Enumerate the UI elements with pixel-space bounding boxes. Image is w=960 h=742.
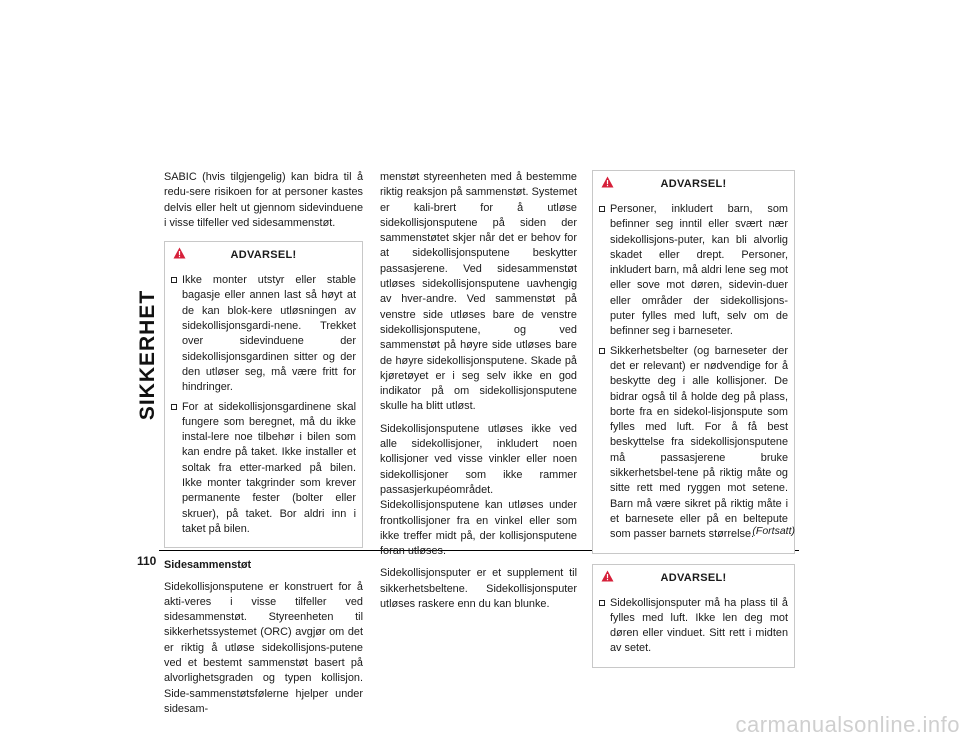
column-2	[380, 170, 577, 619]
page-number: 110	[137, 554, 157, 568]
body-paragraph: Sidekollisjonsputene er konstruert for å akti-veres i visse tilfeller ved sidesammenstøt. Styreenheten til sikkerhetssystemet (ORC) avgjør om det er riktig å utløse sidekollisjons-putene ved et bestemt sammenstøt basert på alvorlighetsgraden og typen kollisjon. Side-sammenstøtsfølerne hjelper under sidesam-	[164, 580, 363, 715]
checkbox-bullet-icon	[599, 600, 605, 606]
warning-box	[164, 241, 363, 548]
body-paragraph: Sidekollisjonsputene utløses ikke ved alle sidekollisjoner, inkludert noen kollisjoner ved visse vinkler eller noen sidekollisjoner som ikke rammer passasjerkupéområdet. Sidekollisjonsputene kan utløses under frontkollisjoner fra en vinkel eller som ikke treffer midt på, der kollisjonsputene foran utløses.	[380, 422, 577, 558]
section-tab	[137, 160, 159, 550]
warning-box	[592, 564, 795, 668]
warning-box	[592, 170, 795, 554]
checkbox-bullet-icon	[171, 277, 177, 283]
warning-item: Personer, inkludert barn, som befinner seg inntil eller svært nær sidekollisjons-puter, kan bli alvorlig skadet eller drept. Personer, inkludert barn, må aldri lene seg mot eller sove mot døren, sidevin-duer eller områder der sidekollisjons-puter fylles med luft, selv om de befinner seg i barneseter.	[599, 202, 788, 340]
warning-title: ADVARSEL!	[230, 249, 297, 262]
warning-item: Sikkerhetsbelter (og barneseter der det er relevant) er nødvendige for å beskytte deg i alle kollisjoner. De bidrar også til å holde deg på plass, borte fra en sidekol-lisjonspute som fylles med luft. For å få best beskyttelse fra sidekollisjonsputene må passasjerene bruke sikkerhetsbel-tene på riktig måte og sitte rett med ryggen mot setene. Barn må være sikret på riktig måte i et barnesete eller på en beltepute som passer barnets størrelse.	[599, 344, 788, 543]
warning-item: Ikke monter utstyr eller stable bagasje eller annen last så høyt at de kan blok-kere utløsningen av sidekollisjonsgardi-nene. Trekket over sidevinduene der sidekollisjonsgardinen sitter og der den utløser seg, må være fritt for hindringer.	[171, 273, 356, 395]
watermark: carmanualsonline.info	[735, 712, 960, 737]
checkbox-bullet-icon	[599, 348, 605, 354]
subheading: Sidesammenstøt	[164, 559, 252, 572]
warning-item: Sidekollisjonsputer må ha plass til å fylles med luft. Ikke len deg mot døren eller vinduet. Sitt rett i midten av setet.	[599, 596, 788, 657]
body-paragraph: Sidekollisjonsputer er et supplement til sikkerhetsbeltene. Sidekollisjonsputer utløses raskere enn du kan blunke.	[380, 567, 577, 611]
body-paragraph: menstøt styreenheten med å bestemme riktig reaksjon på sammenstøt. Systemet er kali-brert for å utløse sidekollisjonsputene på siden der sammenstøtet skjer når det er behov for at sidekollisjonsputene beskytter passasjerene. Ved sidesammenstøt utløses sidekollisjonsputene uavhengig av hver-andre. Ved sammenstøt på venstre side utløses bare de venstre sidekollisjonsputene, og ved sammenstøt på høyre side utløses bare de høyre sidekollisjonsputene. Skade på kjøretøyet er i seg selv ikke en god indikator på om sidekollisjonsputene skulle ha blitt utløst.	[380, 171, 577, 413]
section-tab-label: SIKKERHET	[136, 289, 159, 421]
intro-paragraph: SABIC (hvis tilgjengelig) kan bidra til å redu-sere risikoen for at personer kastes delvis eller helt ut gjennom sidevinduene i visse tilfeller ved sidesammenstøt.	[164, 171, 363, 229]
column-3	[592, 170, 795, 678]
checkbox-bullet-icon	[599, 206, 605, 212]
warning-header	[593, 171, 794, 197]
warning-title: ADVARSEL!	[660, 571, 727, 584]
column-1	[164, 170, 363, 724]
warning-item: For at sidekollisjonsgardinene skal fungere som beregnet, må du ikke instal-lere noe tilbehør i bilen som kan endre på taket. Ikke installer et soltak fra etter-marked på bilen. Ikke monter takgrinder som krever permanente fester (bolter eller skruer), på taket. Bor aldri inn i taket på bilen.	[171, 400, 356, 538]
checkbox-bullet-icon	[171, 404, 177, 410]
warning-header	[165, 242, 362, 268]
warning-title: ADVARSEL!	[660, 178, 727, 190]
warning-header	[593, 565, 794, 591]
continued-label: (Fortsatt)	[752, 525, 795, 537]
